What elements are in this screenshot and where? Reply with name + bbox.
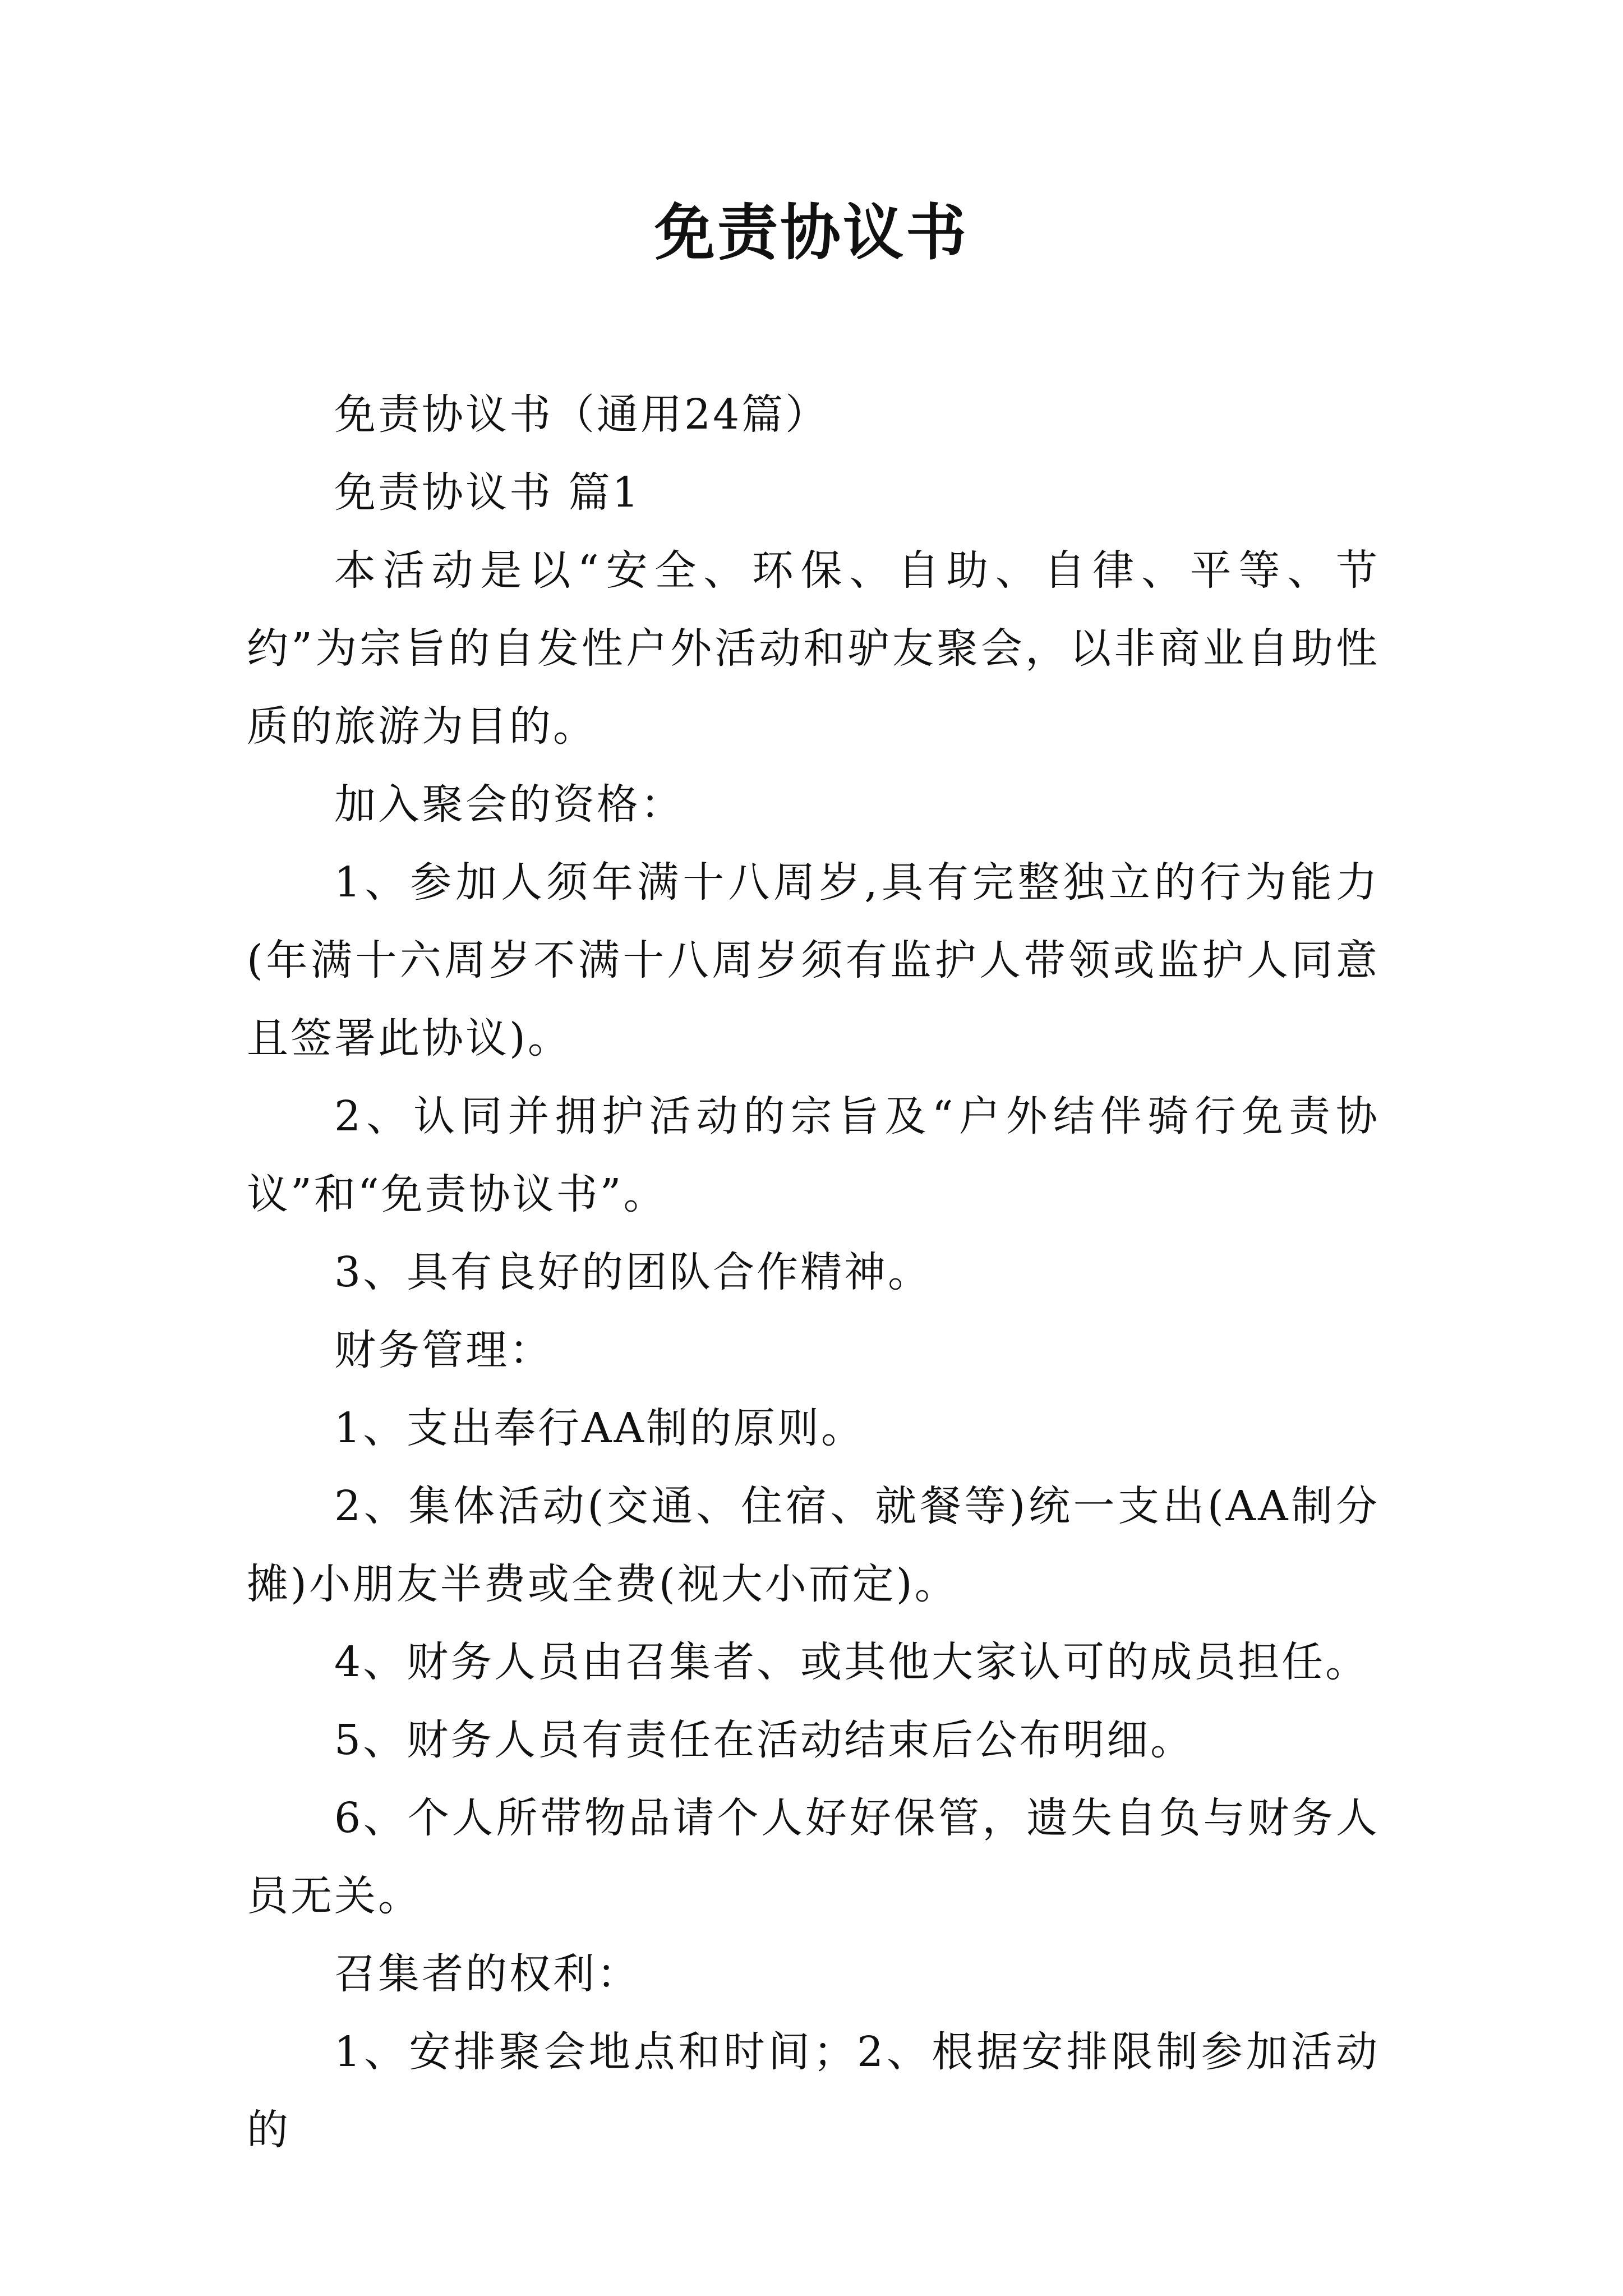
paragraph-organizer-rights-items: 1、安排聚会地点和时间；2、根据安排限制参加活动的 <box>247 2028 1380 2154</box>
paragraph-qualification-item-1: 1、参加人须年满十八周岁,具有完整独立的行为能力(年满十六周岁不满十八周岁须有监护人带领或监护人同意且签署此协议)。 <box>247 858 1380 1062</box>
paragraph-finance-item-1: 1、支出奉行AA制的原则。 <box>334 1404 865 1452</box>
document-body <box>247 376 1380 2169</box>
paragraph-qualification-item-3: 3、具有良好的团队合作精神。 <box>334 1248 932 1296</box>
paragraph-finance-heading: 财务管理： <box>334 1326 553 1374</box>
paragraph-section-heading: 免责协议书 篇1 <box>334 468 641 517</box>
paragraph-qualification-heading: 加入聚会的资格： <box>334 780 684 829</box>
paragraph-qualification-item-2: 2、认同并拥护活动的宗旨及“户外结伴骑行免责协议”和“免责协议书”。 <box>247 1092 1380 1218</box>
paragraph-collection-title: 免责协议书（通用24篇） <box>334 390 829 439</box>
paragraph-finance-item-5: 5、财务人员有责任在活动结束后公布明细。 <box>334 1716 1195 1764</box>
document-title: 免责协议书 <box>654 197 969 268</box>
paragraph-finance-item-4: 4、财务人员由召集者、或其他大家认可的成员担任。 <box>334 1638 1370 1686</box>
paragraph-finance-item-2: 2、集体活动(交通、住宿、就餐等)统一支出(AA制分摊)小朋友半费或全费(视大小而定)。 <box>247 1482 1380 1608</box>
paragraph-organizer-rights-heading: 召集者的权利： <box>334 1950 640 1998</box>
paragraph-activity-purpose: 本活动是以“安全、环保、自助、自律、平等、节约”为宗旨的自发性户外活动和驴友聚会，以非商业自助性质的旅游为目的。 <box>247 546 1380 751</box>
paragraph-finance-item-6: 6、个人所带物品请个人好好保管，遗失自负与财务人员无关。 <box>247 1794 1380 1920</box>
